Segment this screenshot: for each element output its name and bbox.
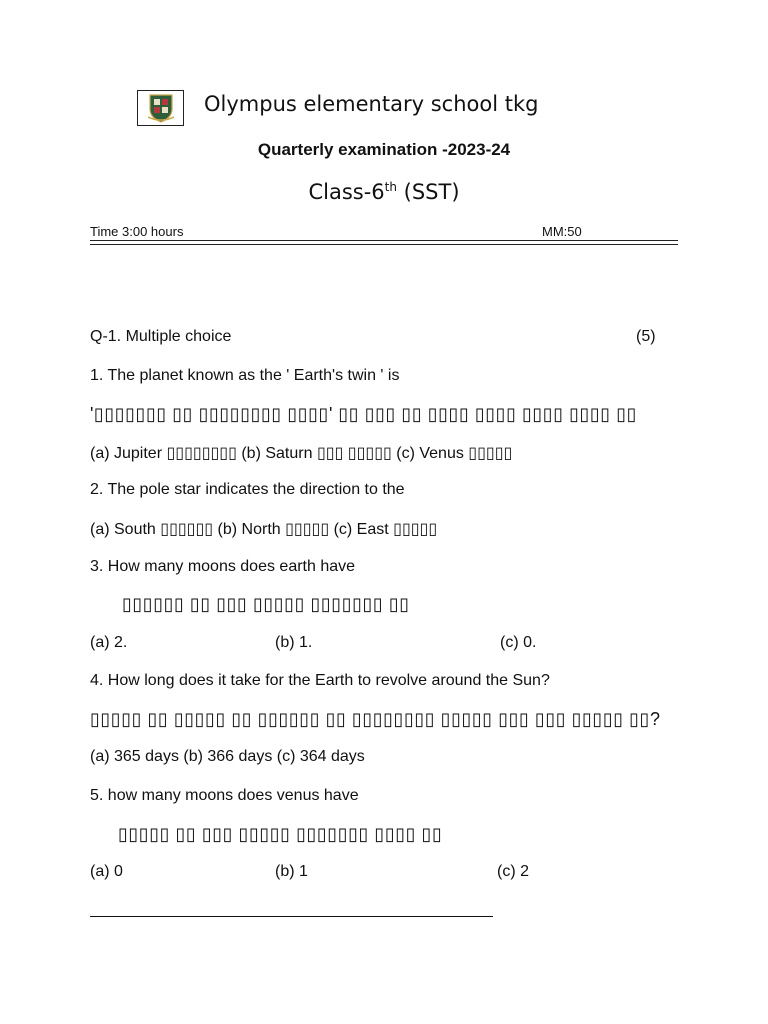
- question-5: 5. how many moons does venus have: [90, 787, 359, 804]
- school-logo: [137, 90, 184, 126]
- header-rule-top: [90, 240, 678, 241]
- class-suffix: (SST): [396, 180, 460, 204]
- question-3-hindi: ▯▯▯▯▯▯ ▯▯ ▯▯▯ ▯▯▯▯▯ ▯▯▯▯▯▯▯ ▯▯: [122, 594, 410, 614]
- question-5-hindi: ▯▯▯▯▯ ▯▯ ▯▯▯ ▯▯▯▯▯ ▯▯▯▯▯▯▯ ▯▯▯▯ ▯▯: [118, 824, 443, 844]
- time-label: Time 3:00 hours: [90, 224, 184, 239]
- question-4-options: (a) 365 days (b) 366 days (c) 364 days: [90, 748, 365, 765]
- footer-rule: [90, 916, 493, 917]
- question-1-hindi: '▯▯▯▯▯▯▯ ▯▯ ▯▯▯▯▯▯▯▯ ▯▯▯▯' ▯▯ ▯▯▯ ▯▯ ▯▯▯▯ ▯▯▯▯ ▯▯▯▯ ▯▯▯▯ ▯▯: [90, 404, 638, 424]
- exam-title: Quarterly examination -2023-24: [257, 140, 511, 159]
- question-3-option-b: (b) 1.: [275, 634, 313, 651]
- school-crest-icon: [148, 93, 174, 123]
- question-3: 3. How many moons does earth have: [90, 558, 356, 575]
- question-2-options: (a) South ▯▯▯▯▯▯ (b) North ▯▯▯▯▯ (c) East ▯▯▯▯▯: [90, 521, 438, 538]
- class-sup: th: [384, 180, 397, 194]
- max-marks-label: MM:50: [542, 224, 582, 239]
- question-5-option-b: (b) 1: [275, 863, 308, 880]
- question-4-hindi: ▯▯▯▯▯ ▯▯ ▯▯▯▯▯ ▯▯ ▯▯▯▯▯▯ ▯▯ ▯▯▯▯▯▯▯▯ ▯▯▯▯▯ ▯▯▯ ▯▯▯ ▯▯▯▯▯ ▯▯?: [90, 709, 661, 729]
- question-3-option-a: (a) 2.: [90, 634, 128, 651]
- question-5-option-c: (c) 2: [497, 863, 529, 880]
- question-3-option-c: (c) 0.: [500, 634, 537, 651]
- question-5-option-a: (a) 0: [90, 863, 123, 880]
- question-1-options: (a) Jupiter ▯▯▯▯▯▯▯▯ (b) Saturn ▯▯▯ ▯▯▯▯▯ (c) Venus ▯▯▯▯▯: [90, 445, 513, 462]
- class-title: [0, 180, 768, 204]
- class-prefix: Class-6: [308, 180, 385, 204]
- section-marks: (5): [636, 328, 656, 345]
- question-1: 1. The planet known as the ' Earth's twin ' is: [90, 367, 400, 384]
- section-title: Q-1. Multiple choice: [90, 328, 232, 345]
- school-name: Olympus elementary school tkg: [204, 92, 539, 116]
- header-rule-bottom: [90, 244, 678, 245]
- question-2: 2. The pole star indicates the direction to the: [90, 481, 405, 498]
- question-4: 4. How long does it take for the Earth to revolve around the Sun?: [90, 672, 550, 689]
